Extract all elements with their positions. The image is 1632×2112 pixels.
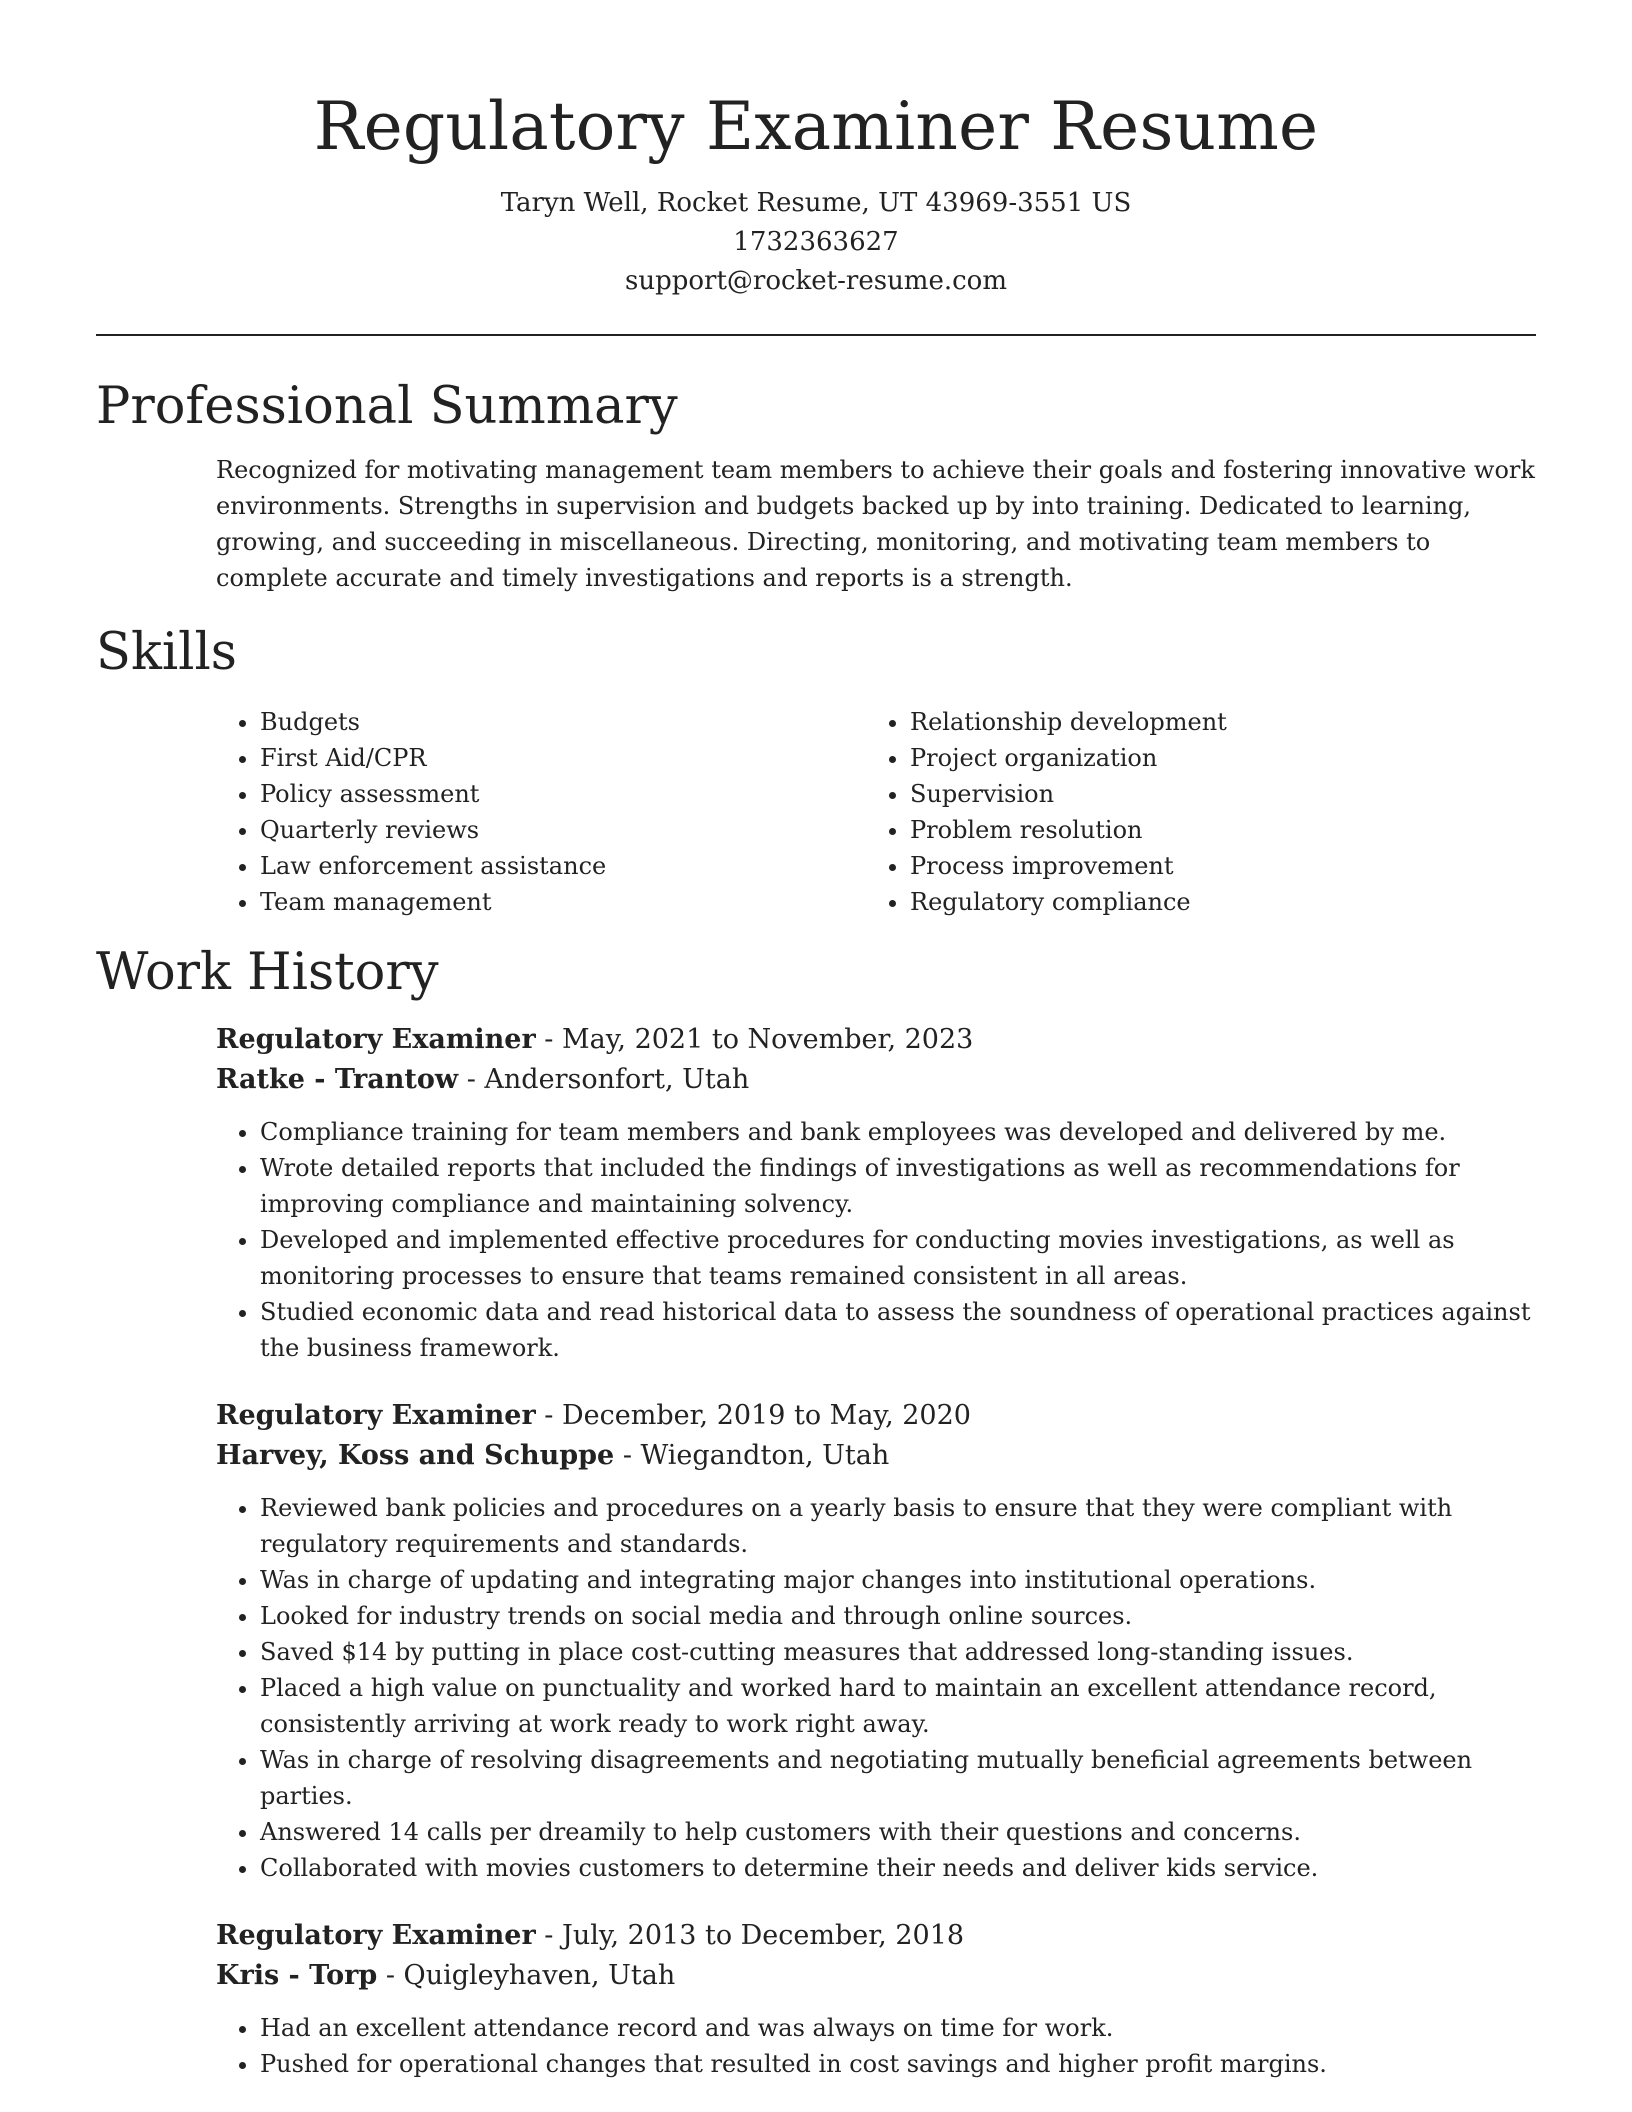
- summary-section: [0, 374, 1632, 596]
- skills-list-right: [866, 704, 1510, 920]
- job-bullet: • Developed and implemented effective procedures for conducting movies investigations, as well as monitoring processes to ensure that teams remained consistent in all areas.: [260, 1222, 1536, 1294]
- skill-item: • Team management: [260, 884, 866, 920]
- resume-title: Regulatory Examiner Resume: [313, 88, 1319, 165]
- job-bullet: • Compliance training for team members and bank employees was developed and delivered by me.: [260, 1114, 1536, 1150]
- job-dates: - July, 2013 to December, 2018: [535, 1920, 965, 1951]
- job-title-line: [216, 1916, 1536, 1956]
- job-company-line: [216, 1060, 1536, 1100]
- resume-header: [0, 0, 1632, 301]
- contact-email: support@rocket-resume.com: [624, 266, 1007, 296]
- job-bullet: • Was in charge of updating and integrating major changes into institutional operations.: [260, 1562, 1536, 1598]
- summary-text: Recognized for motivating management team members to achieve their goals and fostering innovative work environments. Strengths in supervision and budgets backed up by into training. Dedicated to learning, growing, and succeeding in miscellaneous. Directing, monitoring, and motivating team members to complete accurate and timely investigations and reports is a strength.: [216, 456, 1535, 592]
- job-role: Regulatory Examiner: [216, 1024, 536, 1055]
- job-company-line: [216, 1956, 1536, 1996]
- skills-columns: [216, 704, 1536, 920]
- job-bullets: [216, 2010, 1536, 2082]
- work-history-section: [0, 940, 1632, 2082]
- skill-item: • Budgets: [260, 704, 866, 740]
- job-location: - Andersonfort, Utah: [458, 1064, 750, 1095]
- job-bullet: • Wrote detailed reports that included the findings of investigations as well as recommendations for improving compliance and maintaining solvency.: [260, 1150, 1536, 1222]
- skill-item: • Quarterly reviews: [260, 812, 866, 848]
- job-location: - Wiegandton, Utah: [614, 1440, 890, 1471]
- skill-item: • Project organization: [910, 740, 1510, 776]
- job-bullets: [216, 1490, 1536, 1886]
- job-bullets: [216, 1114, 1536, 1366]
- skill-item: • Relationship development: [910, 704, 1510, 740]
- contact-phone: 1732363627: [733, 227, 899, 257]
- contact-block: [0, 184, 1632, 301]
- skill-item: • Policy assessment: [260, 776, 866, 812]
- skills-section: [0, 620, 1632, 920]
- job-bullet: • Placed a high value on punctuality and worked hard to maintain an excellent attendance record, consistently arriving at work ready to work right away.: [260, 1670, 1536, 1742]
- job-title-line: [216, 1396, 1536, 1436]
- job-dates: - December, 2019 to May, 2020: [535, 1400, 971, 1431]
- job-company-line: [216, 1436, 1536, 1476]
- job-bullet: • Reviewed bank policies and procedures on a yearly basis to ensure that they were compliant with regulatory requirements and standards.: [260, 1490, 1536, 1562]
- skills-list-left: [216, 704, 866, 920]
- job-dates: - May, 2021 to November, 2023: [535, 1024, 974, 1055]
- job-role: Regulatory Examiner: [216, 1400, 536, 1431]
- job-company: Harvey, Koss and Schuppe: [216, 1440, 615, 1471]
- skill-item: • Regulatory compliance: [910, 884, 1510, 920]
- skills-heading: Skills: [96, 623, 237, 682]
- contact-address: Taryn Well, Rocket Resume, UT 43969-3551 US: [500, 188, 1132, 218]
- job-entry: [216, 1396, 1536, 1886]
- job-role: Regulatory Examiner: [216, 1920, 536, 1951]
- job-bullet: • Studied economic data and read historical data to assess the soundness of operational practices against the business framework.: [260, 1294, 1536, 1366]
- job-company: Kris - Torp: [216, 1960, 378, 1991]
- job-entry: [216, 1020, 1536, 1366]
- skill-item: • Process improvement: [910, 848, 1510, 884]
- header-divider: [96, 334, 1536, 336]
- job-bullet: • Pushed for operational changes that resulted in cost savings and higher profit margins.: [260, 2046, 1536, 2082]
- skill-item: • Law enforcement assistance: [260, 848, 866, 884]
- job-entry: [216, 1916, 1536, 2082]
- job-title-line: [216, 1020, 1536, 1060]
- job-location: - Quigleyhaven, Utah: [377, 1960, 676, 1991]
- summary-heading: Professional Summary: [96, 377, 678, 436]
- work-history-heading: Work History: [96, 943, 439, 1002]
- skill-item: • Supervision: [910, 776, 1510, 812]
- job-bullet: • Looked for industry trends on social media and through online sources.: [260, 1598, 1536, 1634]
- skill-item: • Problem resolution: [910, 812, 1510, 848]
- job-bullet: • Answered 14 calls per dreamily to help customers with their questions and concerns.: [260, 1814, 1536, 1850]
- job-bullet: • Collaborated with movies customers to determine their needs and deliver kids service.: [260, 1850, 1536, 1886]
- skill-item: • First Aid/CPR: [260, 740, 866, 776]
- job-bullet: • Saved $14 by putting in place cost-cutting measures that addressed long-standing issues.: [260, 1634, 1536, 1670]
- job-bullet: • Had an excellent attendance record and was always on time for work.: [260, 2010, 1536, 2046]
- job-company: Ratke - Trantow: [216, 1064, 459, 1095]
- job-bullet: • Was in charge of resolving disagreements and negotiating mutually beneficial agreements between parties.: [260, 1742, 1536, 1814]
